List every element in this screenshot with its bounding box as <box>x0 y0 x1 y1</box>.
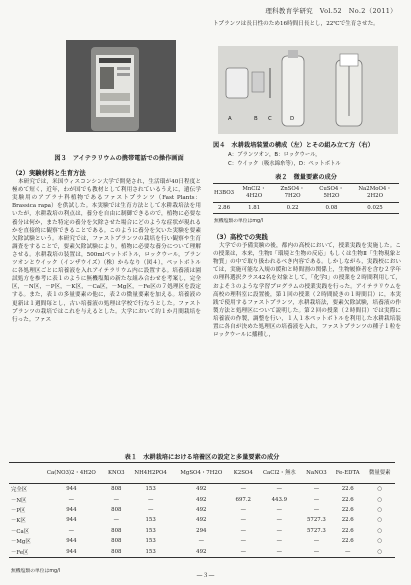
t2-header: Na2MoO4・2H2O <box>351 184 399 203</box>
t1-cell: 22.6 <box>341 517 354 524</box>
table-2-note: 無機塩類の単位はmg/l <box>214 219 264 224</box>
table-row <box>9 526 395 536</box>
section-2-heading: （2）実験材料と生育方法 <box>12 170 86 177</box>
table-row <box>9 536 395 546</box>
figure-3-photo <box>66 40 176 132</box>
t2-cell: 1.81 <box>235 203 273 214</box>
t1-row-label: －P区 <box>11 507 26 514</box>
t1-cell: 808 <box>104 546 128 557</box>
section-3-heading: （3）高校での実践 <box>213 234 268 241</box>
t1-cell: 944 <box>38 546 104 557</box>
t1-cell: ○ <box>377 527 383 534</box>
t1-cell: 492 <box>196 506 207 513</box>
t1-row-label: 完全区 <box>11 487 28 494</box>
t1-row-label: －Fe区 <box>9 546 38 557</box>
t1-cell: — <box>313 506 320 513</box>
figure-4-caption: 図４ 水耕栽培装置の構成（左）とその組み立て方（右） <box>213 142 374 149</box>
t2-cell: 0.08 <box>312 203 351 214</box>
screen-button <box>100 105 130 113</box>
t1-cell: 153 <box>145 527 156 534</box>
section-3-body: 大学での予備実験の後，都内の高校において，授業実践を実施した。この授業は，本来，生物Ⅰ「環境と生物の反応」もしくは生物Ⅱ「生物現象と物質」の中で取り扱われるべき内容である。しかしながら，実践校においては，実施可能な入規の緩和と時間割の関係上，生物履修者を含む２学年の理科選択クラス42名を対象として，「化学Ⅰ」の授業を２時間利用して，およそ３のような学習プログラムの授業実践を行った。アイテラリウムを高校の理科室に設置後，第１回の授業（２時間続きの１時間目）に，本実践で使用するファストプランツ，水耕栽培法，要素欠除試験，培養液の作製方法と処理区について説明した。第２回の授業（２時間目）では実際に培養液の作製，調整を行い，１人１本ペットボトルを利用した水耕栽培装置に各自が決めた処理区の培養液を入れ，ファストプランツの種子１粒をロックウールに播種し， <box>213 243 401 339</box>
t1-cell: — <box>147 506 154 513</box>
table-2 <box>213 183 399 214</box>
t1-cell: 5727.3 <box>306 517 326 524</box>
figure-3-caption: 図３ アイテラリウムの携帯電話での操作画面 <box>54 155 184 162</box>
t1-cell: 22.6 <box>341 506 354 513</box>
t1-row-label: －N区 <box>11 497 27 504</box>
t2-cell: 0.025 <box>351 203 399 214</box>
t1-row-label: －K区 <box>11 518 26 525</box>
page-number: —３— <box>196 572 215 579</box>
t1-cell: 22.6 <box>341 486 354 493</box>
t1-cell: 153 <box>145 517 156 524</box>
left-column <box>12 170 201 324</box>
t1-cell: 22.6 <box>341 538 354 545</box>
screen-button <box>100 93 130 101</box>
section-2-body: 本研究では，米国ウィスコンシン大学で開発され，生活環が40日程度と極めて短く，近年，わが国でも教材として利用されているうえに，遺伝学実験用のアブラナ科植物であるファストプランツ（Fast Plants：Brassica rapa）を供試した。本実験では生育方法として水耕栽培法を用いたが，水耕栽培の利点は，養分を自由に制御できるので，植物に必要な養分は何か，また特定の養分を欠除させた場合にどのような症状が現れるかを直接的に観察できることである。このように養分を欠いた実験を要素欠除試験という。本研究では，ファストプランツの栽培を行い観察や生育調査をすることで，要素欠除試験により，植物に必要な養分について理解させる。水耕栽培の装置は，500mlペットボトル，ロックウール，ブランツオンとウイック（インザウイズ）（株）からなり（図４），ペットボトルに各処理区ごとに培養液を入れアイテラリウム内に設置する。培養液は園試処方を参考に表１のように無機塩類の新たな組み合わせを考案し，完全区，－N区，－P区，－K区，－Ca区，－Mg区，－Fe区の７処理区を設定する。また，表１の多量要素の他に，表２の微量要素を加える。培養液の更新は１週間毎とし，古い培養液の処理は学校で行なうとした。ファストプランツの栽培ではこれを与えるとした。大学において約１か月間栽培を行った。ファス <box>12 179 201 323</box>
t1-cell: — <box>230 546 257 557</box>
t1-header: KNO3 <box>104 463 128 484</box>
t1-cell: 22.6 <box>341 496 354 503</box>
t1-cell: ○ <box>377 517 383 524</box>
table-row <box>9 505 395 515</box>
t1-cell: 443.9 <box>271 496 288 503</box>
t1-header: NaNO3 <box>302 463 331 484</box>
t1-cell: — <box>147 496 154 503</box>
table-row <box>213 203 399 214</box>
t1-cell: — <box>113 496 120 503</box>
t1-header: Ca(NO3)2・4H2O <box>38 463 104 484</box>
figure-4-legend-2: C：ウイック（吸水綿糸等），D：ペットボトル <box>228 161 341 167</box>
t1-header <box>9 463 38 484</box>
t2-cell: 0.22 <box>273 203 312 214</box>
t2-cell: 2.86 <box>213 203 235 214</box>
t1-cell: — <box>302 546 331 557</box>
t1-cell: 944 <box>66 486 77 493</box>
running-header: 理科教育学研究 Vol.52 No.2（2011） <box>265 7 397 15</box>
t1-cell: 294 <box>196 527 207 534</box>
figure-4-illustration <box>218 46 398 134</box>
table-row <box>9 546 395 557</box>
t1-cell: — <box>198 538 204 545</box>
t1-header: CaCl2・無水 <box>257 463 302 484</box>
t1-cell: 492 <box>173 546 230 557</box>
t1-header: K2SO4 <box>230 463 257 484</box>
t1-cell: 808 <box>111 538 122 545</box>
fig4-label-B: B <box>254 116 258 122</box>
t1-cell: ○ <box>364 546 395 557</box>
table-row <box>9 494 395 504</box>
t1-cell: 492 <box>196 496 207 503</box>
t1-cell: — <box>276 517 283 524</box>
t1-cell: — <box>331 546 365 557</box>
t1-cell: — <box>240 527 246 534</box>
plant-on-cup <box>226 68 248 98</box>
t1-cell: 697.2 <box>235 496 251 503</box>
phone-screen <box>96 55 134 117</box>
t1-cell: 808 <box>111 486 122 493</box>
right-top-text: トプランツは長日性のため16時間日長とし，22℃で生育させた。 <box>213 21 379 27</box>
figure-4-legend-1: A：ブランツオン，B：ロックウール， <box>228 152 321 158</box>
table-1-note: 無機塩類の単位はmg/l <box>11 569 61 574</box>
t1-cell: — <box>113 517 120 524</box>
t1-cell: — <box>276 506 283 513</box>
table-row <box>9 484 395 495</box>
t1-cell: — <box>313 538 320 545</box>
t1-cell: — <box>276 538 283 545</box>
t1-header: 微量要素 <box>364 463 395 484</box>
assembled-cup <box>340 54 358 66</box>
t1-cell: — <box>68 527 75 534</box>
fig4-label-C: C <box>268 116 272 122</box>
t1-row-label: －Mg区 <box>11 539 31 546</box>
t1-cell: 153 <box>145 538 156 545</box>
fig4-label-D: D <box>290 116 295 122</box>
t1-cell: ○ <box>377 506 383 513</box>
t1-cell: 492 <box>196 486 207 493</box>
t1-cell: — <box>240 486 246 493</box>
t1-cell: 5727.3 <box>306 527 326 534</box>
table-row <box>9 515 395 525</box>
t1-cell: — <box>240 538 246 545</box>
screen-plant-image <box>100 67 114 89</box>
t1-cell: 492 <box>196 517 207 524</box>
t1-cell: 944 <box>66 517 77 524</box>
t1-cell: ○ <box>377 486 383 493</box>
t1-cell: ○ <box>377 496 383 503</box>
t1-cell: ○ <box>377 538 383 545</box>
t1-cell: — <box>68 496 75 503</box>
table-2-caption: 表２ 微量要素の成分 <box>275 174 337 181</box>
t1-header: MgSO4・7H2O <box>173 463 230 484</box>
t2-header: H3BO3 <box>213 184 235 203</box>
t1-header: Fe-EDTA <box>331 463 365 484</box>
screen-text-line <box>117 67 130 70</box>
right-column <box>213 234 401 339</box>
t2-header: ZnSO4・7H2O <box>273 184 312 203</box>
t1-cell: — <box>240 506 246 513</box>
phone-body <box>91 47 139 131</box>
t1-cell: — <box>257 546 302 557</box>
t2-header: CuSO4・5H2O <box>312 184 351 203</box>
fig4-label-A: A <box>228 116 232 122</box>
table-1 <box>9 462 395 558</box>
t1-cell: 808 <box>111 506 122 513</box>
t1-row-label: －Ca区 <box>11 528 30 535</box>
t1-cell: 153 <box>128 546 173 557</box>
t1-cell: 808 <box>111 527 122 534</box>
t1-cell: — <box>276 486 283 493</box>
t1-cell: 944 <box>66 506 77 513</box>
t1-cell: 153 <box>145 486 156 493</box>
table-1-caption: 表１ 水耕栽培における培養区の設定と多量要素の成分 <box>124 454 280 461</box>
t1-cell: — <box>240 517 246 524</box>
bottle-cap <box>288 50 298 58</box>
screen-title-bar <box>99 58 131 63</box>
t1-cell: — <box>313 496 320 503</box>
t1-header: NH4H2PO4 <box>128 463 173 484</box>
rockwool-cube <box>252 72 264 92</box>
t1-cell: 944 <box>66 538 77 545</box>
t1-cell: — <box>313 486 320 493</box>
t1-cell: 22.6 <box>341 527 354 534</box>
t2-header: MnCl2・4H2O <box>235 184 273 203</box>
t1-cell: — <box>276 527 283 534</box>
screen-text-line <box>117 73 130 76</box>
